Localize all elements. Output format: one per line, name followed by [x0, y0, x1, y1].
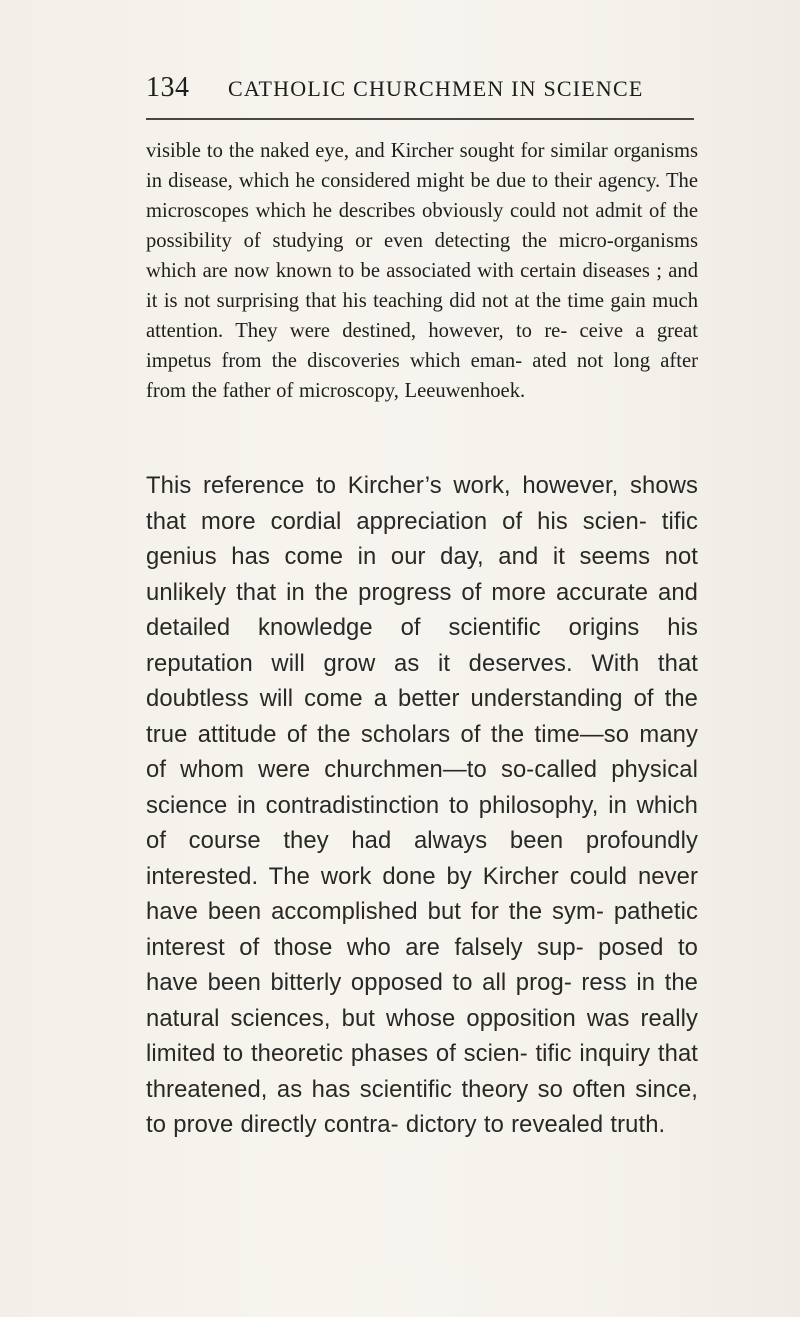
header-rule: [146, 118, 694, 120]
running-title: CATHOLIC CHURCHMEN IN SCIENCE: [228, 76, 644, 101]
page-number: 134: [146, 72, 190, 103]
paragraph-1: visible to the naked eye, and Kircher sought for similar organisms in disease, which he considered might be due to their agency. The microscopes which he describes obviously could not admit of the possibility of studying or even detecting the micro-organisms which are now known to be associated with certain diseases ; and it is not surprising that his teaching did not at the time gain much attention. They were destined, however, to re- ceive a great impetus from the discoveries which eman- ated not long after from the father of microscopy, Leeuwenhoek.: [146, 140, 698, 402]
paragraph-2: This reference to Kircher’s work, however, shows that more cordial appreciation of his scien- tific genius has come in our day, and it seems not unlikely that in the progress of more accurate and detailed knowledge of scientific origins his reputation will grow as it deserves. With that doubtless will come a better understanding of the true attitude of the scholars of the time—so many of whom were churchmen—to so-called physical science in contradistinction to philosophy, in which of course they had always been profoundly interested. The work done by Kircher could never have been accomplished but for the sym- pathetic interest of those who are falsely sup- posed to have been bitterly opposed to all prog- ress in the natural sciences, but whose opposition was really limited to theoretic phases of scien- tific inquiry that threatened, as has scientific theory so often since, to prove directly contra- dictory to revealed truth.: [146, 472, 698, 1138]
page-header: [146, 72, 698, 112]
